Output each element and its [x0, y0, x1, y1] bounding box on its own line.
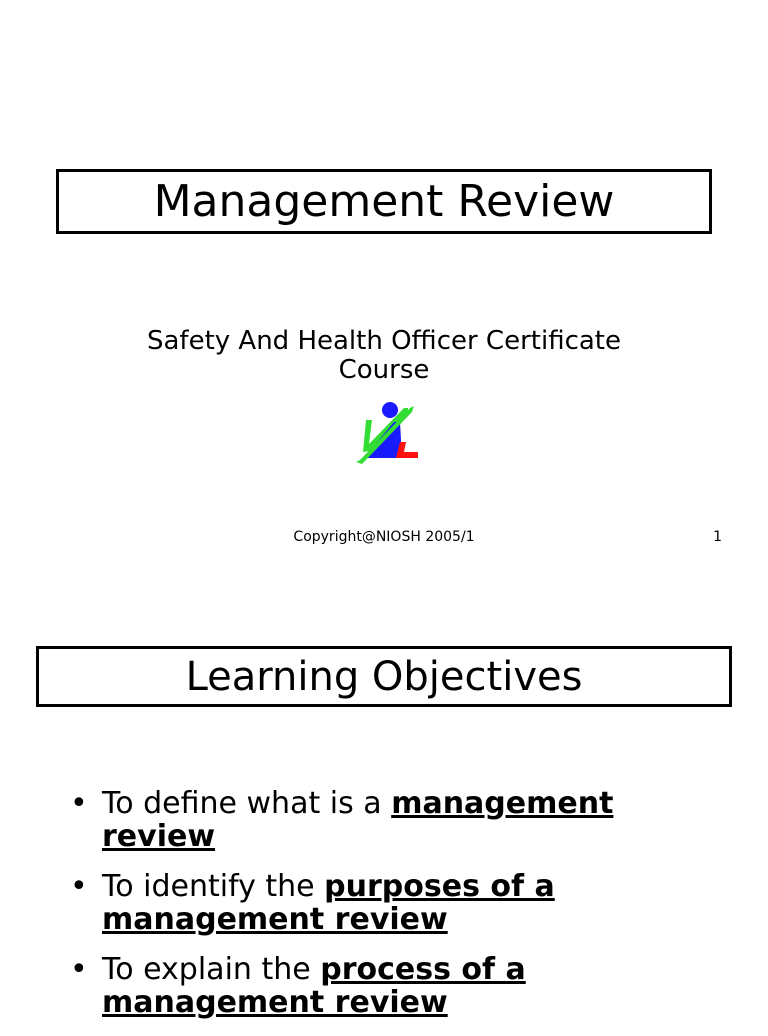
- list-item: [70, 953, 710, 1019]
- objective-emphasis: purposes of a management review: [102, 869, 555, 937]
- copyright-text: Copyright@NIOSH 2005/1: [293, 529, 475, 545]
- slide-title-text: Learning Objectives: [185, 653, 583, 700]
- objective-prefix: To explain the: [102, 952, 321, 987]
- objective-emphasis: management review: [102, 786, 614, 854]
- niosh-logo-icon: [350, 398, 420, 468]
- bullet-icon: •: [70, 869, 88, 904]
- objective-prefix: To define what is a: [102, 786, 392, 821]
- slide-title-learning-objectives: [36, 646, 732, 707]
- list-item: [70, 870, 710, 936]
- objectives-list: [70, 787, 710, 1036]
- page-number: 1: [713, 529, 722, 545]
- objective-emphasis: process of a management review: [102, 952, 526, 1020]
- subtitle-line-1: Safety And Health Officer Certificate: [146, 326, 621, 356]
- slide-title-text: Management Review: [153, 175, 615, 227]
- bullet-icon: •: [70, 952, 88, 987]
- list-item: [70, 787, 710, 853]
- objective-prefix: To identify the: [102, 869, 325, 904]
- subtitle-line-2: Course: [338, 355, 430, 385]
- bullet-icon: •: [70, 786, 88, 821]
- logo-head: [382, 402, 398, 418]
- slide-title-management-review: [56, 169, 712, 234]
- course-subtitle: [100, 327, 668, 385]
